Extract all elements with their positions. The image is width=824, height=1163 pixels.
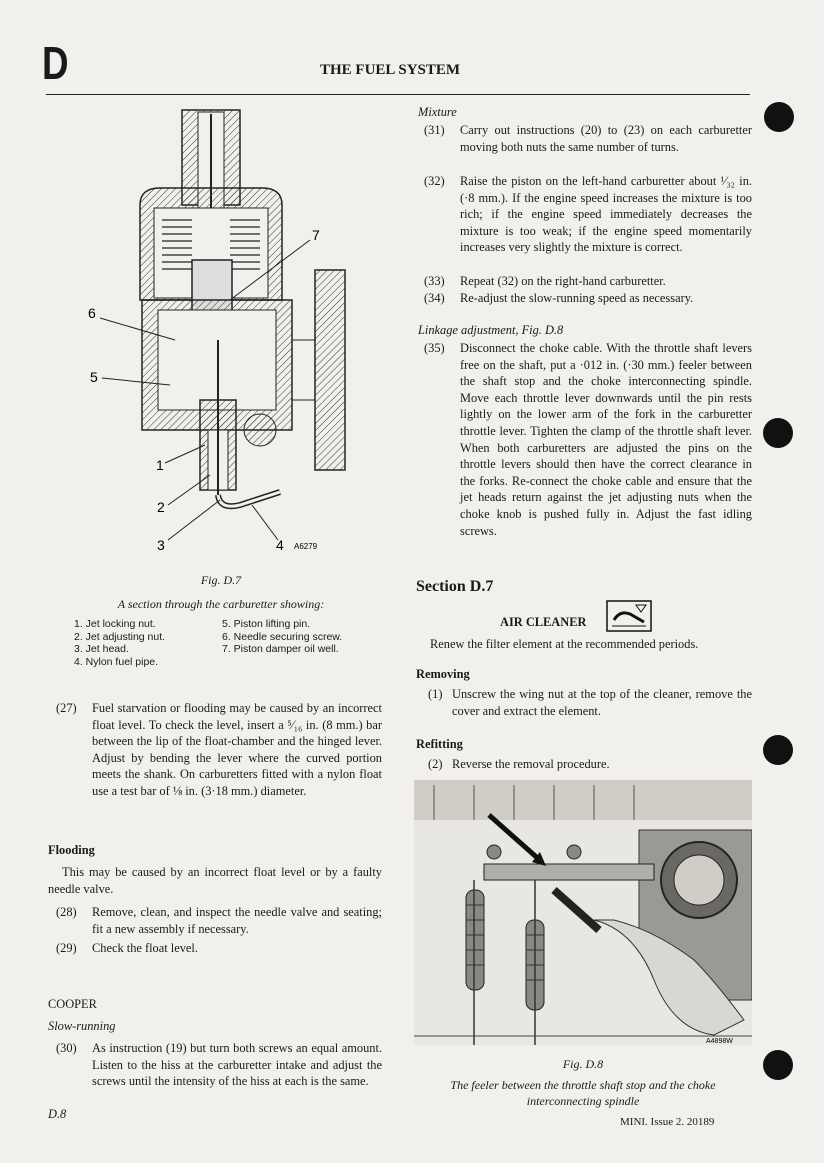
heading-mixture: Mixture [418,105,457,119]
step-30: (30) As instruction (19) but turn both screws an equal amount. Listen to the hiss at the carburetter intake and adjust the screws until the intensity of the hiss at each is the same. [56,1041,382,1089]
binder-hole [763,418,793,448]
callout-6: 6 [88,305,96,321]
step-27: (27) Fuel starvation or flooding may be caused by an incorrect float level. To check the level, insert a ⁵⁄₁₆ in. (8 mm.) bar between the lip of the float-chamber and the hinged lever. Adjust by bending the lever where the curved portion meets the shank. On carburetters fitted with a nylon float use a test bar of ⅛ in. (3·18 mm.) diameter. [56,701,382,798]
step-32: (32) Raise the piston on the left-hand carburetter about ¹⁄₃₂ in. (·8 mm.). If the engine speed increases the mixture is too rich; if the engine speed immediately decreases the mixture is too weak; if the engine speed momentarily increases very slightly the mixture is correct. [424,174,752,255]
heading-flooding: Flooding [48,843,95,857]
binder-hole [764,102,794,132]
page-number: D.8 [48,1107,67,1121]
figure-key-list [74,618,224,668]
figure-key: 2. Jet adjusting nut. [74,630,166,643]
step-removing-1: (1) Unscrew the wing nut at the top of the cleaner, remove the cover and extract the element. [428,687,752,718]
air-cleaner-icon [606,600,652,632]
step-28: (28) Remove, clean, and inspect the needle valve and seating; fit a new assembly if necessary. [56,905,382,936]
heading-refitting: Refitting [416,737,463,751]
figure-key-list [222,618,397,656]
callout-2: 2 [157,499,165,515]
figure-key: 1. Jet locking nut. [74,618,156,630]
figure-key: 7. Piston damper oil well. [222,643,339,655]
figure-caption: A section through the carburetter showing: [117,597,325,611]
step-31: (31) Carry out instructions (20) to (23) on each carburetter moving both nuts the same number of turns. [424,123,752,154]
air-cleaner-text: Renew the filter element at the recommended periods. [430,637,699,651]
throttle-linkage-photo [414,780,752,1045]
figure-label: Fig. D.8 [562,1057,604,1071]
heading-linkage: Linkage adjustment, Fig. D.8 [418,323,564,337]
figure-caption: The feeler between the throttle shaft stop and the choke interconnecting spindle [450,1078,716,1108]
step-29: (29) Check the float level. [56,941,198,955]
figure-code: A6279 [294,542,318,551]
issue-info: MINI. Issue 2. 20189 [620,1116,715,1128]
figure-key: 6. Needle securing screw. [222,630,343,643]
heading-air-cleaner: AIR CLEANER [500,615,587,629]
binder-hole [763,1050,793,1080]
binder-hole [763,735,793,765]
step-35: (35) Disconnect the choke cable. With the throttle shaft levers free on the shaft, put a ·012 in. (·30 mm.) feeler between the shaft stop and the choke interconnecting spindle. Move each throttle lever downwards until the pin rests lightly on the lower arm of the fork in the carburetter throttle lever. Tighten the clamp of the throttle shaft lever. When both carburetters are adjusted the pins on the throttle levers should then have the correct clearance in the forks. Re-connect the choke cable and ensure that the jet heads return against the jet adjusting nuts when the choke knob is pushed fully in. Adjust the fast idling screws. [424,341,752,538]
page-title: THE FUEL SYSTEM [320,62,461,78]
callout-1: 1 [156,457,164,473]
step-refitting-2: (2) Reverse the removal procedure. [428,757,610,771]
figure-key: 3. Jet head. [74,643,129,655]
flooding-intro: This may be caused by an incorrect float level or by a faulty needle valve. [48,865,382,896]
heading-removing: Removing [416,667,470,681]
header-rule [46,94,750,95]
photo-code: A4898W [706,1038,733,1045]
callout-3: 3 [157,537,165,553]
figure-key: 4. Nylon fuel pipe. [74,655,159,668]
carburetter-section-diagram [80,100,410,560]
heading-cooper: COOPER [48,997,97,1011]
step-34: (34) Re-adjust the slow-running speed as necessary. [424,291,694,305]
callout-5: 5 [90,369,98,385]
section-title: Section D.7 [416,578,494,595]
callout-4: 4 [276,537,284,553]
callout-7: 7 [312,227,320,243]
figure-label: Fig. D.7 [200,573,242,587]
heading-slow-running: Slow-running [48,1019,116,1033]
figure-key: 5. Piston lifting pin. [222,618,311,630]
section-letter: D [42,37,69,89]
step-33: (33) Repeat (32) on the right-hand carburetter. [424,274,666,288]
